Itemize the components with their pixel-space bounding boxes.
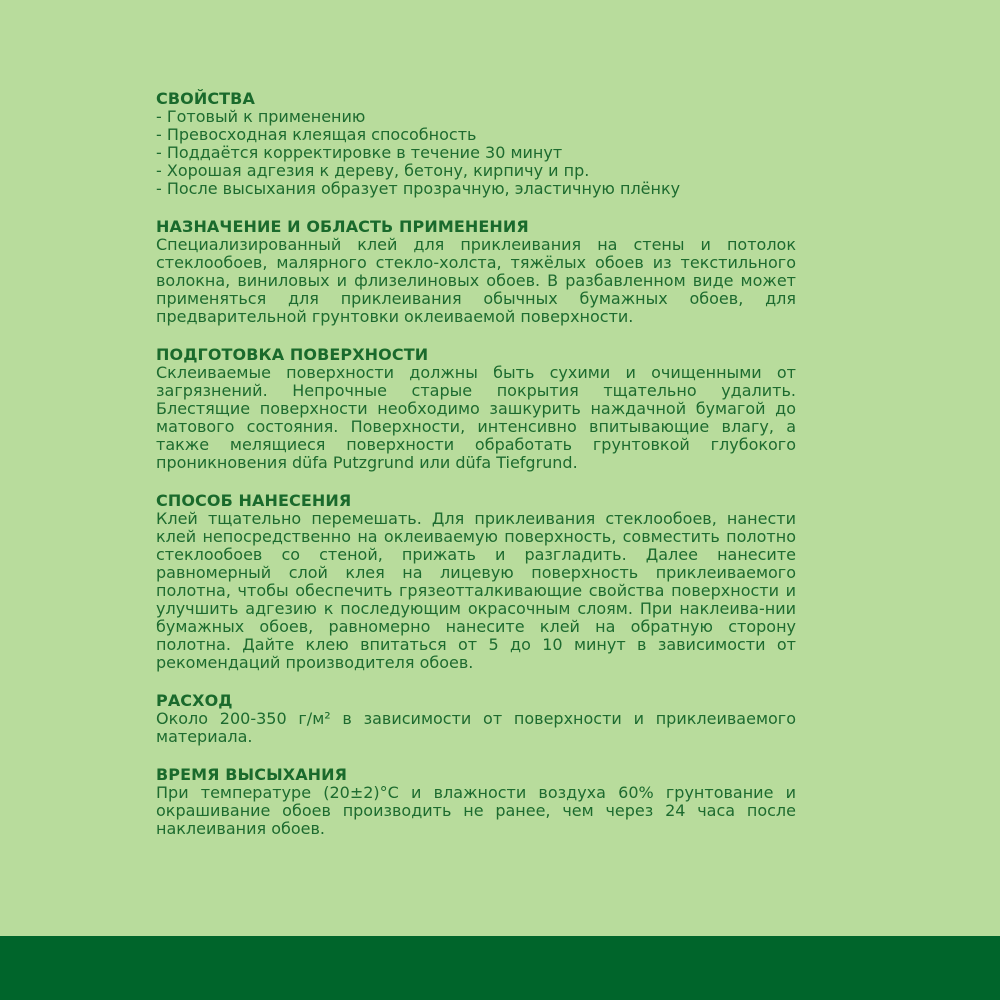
list-item: - Поддаётся корректировке в течение 30 минут	[156, 143, 563, 162]
section-consumption	[156, 692, 796, 746]
section-title: СВОЙСТВА	[156, 89, 255, 108]
section-paragraph: При температуре (20±2)°С и влажности воздуха 60% грунтование и окрашивание обоев производить не ранее, чем через 24 часа после наклеивания обоев.	[156, 783, 796, 838]
section-title: ВРЕМЯ ВЫСЫХАНИЯ	[156, 765, 348, 784]
section-purpose	[156, 218, 796, 326]
section-title: НАЗНАЧЕНИЕ И ОБЛАСТЬ ПРИМЕНЕНИЯ	[156, 217, 529, 236]
section-paragraph: Около 200-350 г/м² в зависимости от поверхности и приклеиваемого материала.	[156, 709, 796, 746]
section-properties	[156, 90, 796, 198]
list-item: - После высыхания образует прозрачную, эластичную плёнку	[156, 179, 681, 198]
section-application	[156, 492, 796, 672]
section-surface-preparation	[156, 346, 796, 472]
section-title: РАСХОД	[156, 691, 233, 710]
section-title: ПОДГОТОВКА ПОВЕРХНОСТИ	[156, 345, 429, 364]
section-drying-time	[156, 766, 796, 838]
section-paragraph: Специализированный клей для приклеивания на стены и потолок стеклообоев, малярного стекло-холста, тяжёлых обоев из текстильного волокна, виниловых и флизелиновых обоев. В разбавленном виде может применяться для приклеивания обычных бумажных обоев, для предварительной грунтовки оклеиваемой поверхности.	[156, 235, 796, 326]
section-paragraph: Склеиваемые поверхности должны быть сухими и очищенными от загрязнений. Непрочные старые покрытия тщательно удалить. Блестящие поверхности необходимо зашкурить наждачной бумагой до матового состояния. Поверхности, интенсивно впитывающие влагу, а также мелящиеся поверхности обработать грунтовкой глубокого проникновения düfa Putzgrund или düfa Tiefgrund.	[156, 363, 796, 472]
list-item: - Превосходная клеящая способность	[156, 125, 477, 144]
section-title: СПОСОБ НАНЕСЕНИЯ	[156, 491, 352, 510]
list-item: - Хорошая адгезия к дереву, бетону, кирпичу и пр.	[156, 161, 590, 180]
section-paragraph: Клей тщательно перемешать. Для приклеивания стеклообоев, нанести клей непосредственно на оклеиваемую поверхность, совместить полотно стеклообоев со стеной, прижать и разгладить. Далее нанесите равномерный слой клея на лицевую поверхность приклеиваемого полотна, чтобы обеспечить грязеотталкивающие свойства поверхности и улучшить адгезию к последующим окрасочным слоям. При наклеива-нии бумажных обоев, равномерно нанесите клей на обратную сторону полотна. Дайте клею впитаться от 5 до 10 минут в зависимости от рекомендаций производителя обоев.	[156, 509, 796, 672]
document-body	[156, 90, 796, 858]
list-item: - Готовый к применению	[156, 107, 366, 126]
footer-band	[0, 936, 1000, 1000]
